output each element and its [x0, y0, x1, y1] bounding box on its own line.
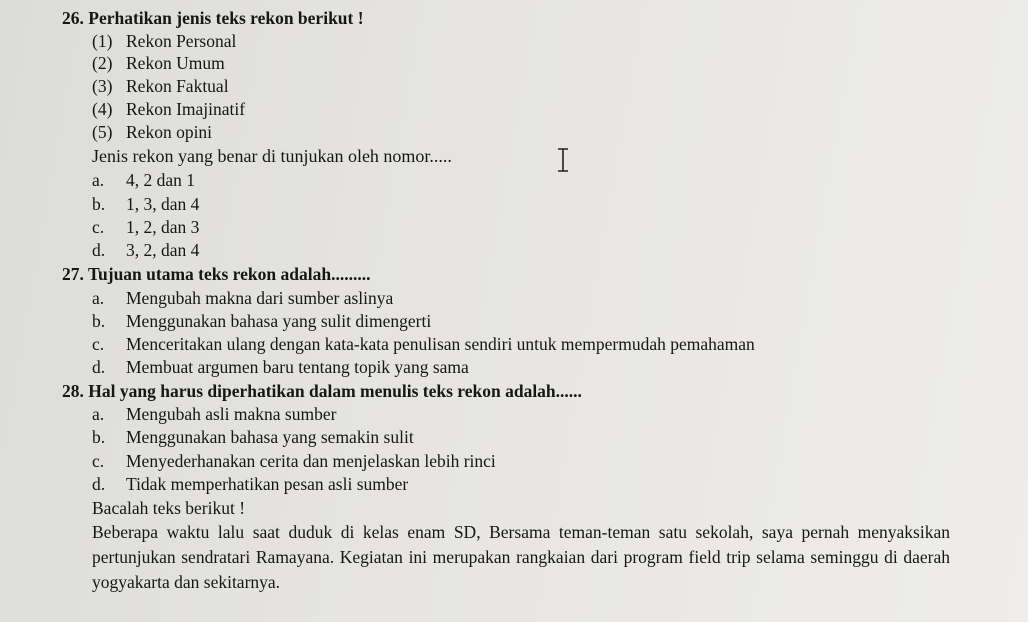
option-a — [92, 288, 393, 308]
list-item — [92, 99, 245, 119]
option-d — [92, 240, 199, 260]
option-b — [92, 427, 414, 447]
item-label: (2) — [92, 53, 113, 73]
option-a — [92, 404, 336, 424]
item-text: Rekon Umum — [126, 53, 225, 73]
reading-instruction: Bacalah teks berikut ! — [92, 498, 246, 518]
option-text: Menceritakan ulang dengan kata-kata penulisan sendiri untuk mempermudah pemahaman — [126, 334, 755, 354]
question-28-heading — [62, 381, 582, 401]
reading-paragraph: Beberapa waktu lalu saat duduk di kelas enam SD, Bersama teman-teman satu sekolah, saya pernah menyaksikan pertunjukan sendratari Ramayana. Kegiatan ini merupakan rangkaian dari program field trip selama seminggu di daerah yogyakarta dan sekitarnya. — [92, 522, 950, 592]
option-b — [92, 311, 431, 331]
question-prompt: Perhatikan jenis teks rekon berikut ! — [88, 8, 364, 28]
option-a — [92, 170, 195, 190]
option-c — [92, 217, 199, 237]
question-number: 26. — [62, 8, 84, 28]
option-label: c. — [92, 217, 105, 237]
option-text: Menggunakan bahasa yang semakin sulit — [126, 427, 414, 447]
item-text: Rekon Personal — [126, 31, 237, 51]
option-label: d. — [92, 357, 106, 377]
question-prompt: Hal yang harus diperhatikan dalam menulis teks rekon adalah...... — [88, 381, 582, 401]
text-cursor-icon — [556, 148, 570, 172]
option-text: Menggunakan bahasa yang sulit dimengerti — [126, 311, 432, 331]
item-label: (1) — [92, 31, 113, 51]
option-label: d. — [92, 240, 106, 260]
option-c — [92, 334, 755, 354]
item-label: (4) — [92, 99, 113, 119]
question-prompt: Tujuan utama teks rekon adalah......... — [87, 264, 371, 284]
option-text: 1, 3, dan 4 — [126, 194, 200, 214]
option-text: Mengubah asli makna sumber — [126, 404, 337, 424]
item-label: (3) — [92, 76, 113, 96]
option-text: Tidak memperhatikan pesan asli sumber — [126, 474, 409, 494]
option-label: d. — [92, 474, 106, 494]
question-number: 28. — [62, 381, 84, 401]
option-b — [92, 194, 199, 214]
option-text: 1, 2, dan 3 — [126, 217, 200, 237]
option-label: b. — [92, 427, 106, 447]
option-text: Menyederhanakan cerita dan menjelaskan lebih rinci — [126, 451, 496, 471]
list-item — [92, 31, 236, 51]
list-item — [92, 76, 229, 96]
option-text: 3, 2, dan 4 — [126, 240, 200, 260]
option-label: a. — [92, 170, 105, 190]
option-text: Membuat argumen baru tentang topik yang sama — [126, 357, 469, 377]
option-text: Mengubah makna dari sumber aslinya — [126, 288, 394, 308]
question-number: 27. — [62, 264, 84, 284]
option-label: b. — [92, 311, 106, 331]
option-label: a. — [92, 404, 105, 424]
option-text: 4, 2 dan 1 — [126, 170, 196, 190]
list-item — [92, 122, 212, 142]
item-text: Rekon opini — [126, 122, 213, 142]
option-d — [92, 474, 408, 494]
question-26-text: Jenis rekon yang benar di tunjukan oleh nomor..... — [92, 146, 452, 166]
option-label: a. — [92, 288, 105, 308]
option-label: b. — [92, 194, 106, 214]
item-text: Rekon Imajinatif — [126, 99, 246, 119]
option-d — [92, 357, 469, 377]
item-text: Rekon Faktual — [126, 76, 229, 96]
option-c — [92, 451, 496, 471]
question-27-heading — [62, 264, 370, 284]
option-label: c. — [92, 451, 105, 471]
question-26-heading — [62, 8, 364, 28]
list-item — [92, 53, 225, 73]
option-label: c. — [92, 334, 105, 354]
item-label: (5) — [92, 122, 113, 142]
